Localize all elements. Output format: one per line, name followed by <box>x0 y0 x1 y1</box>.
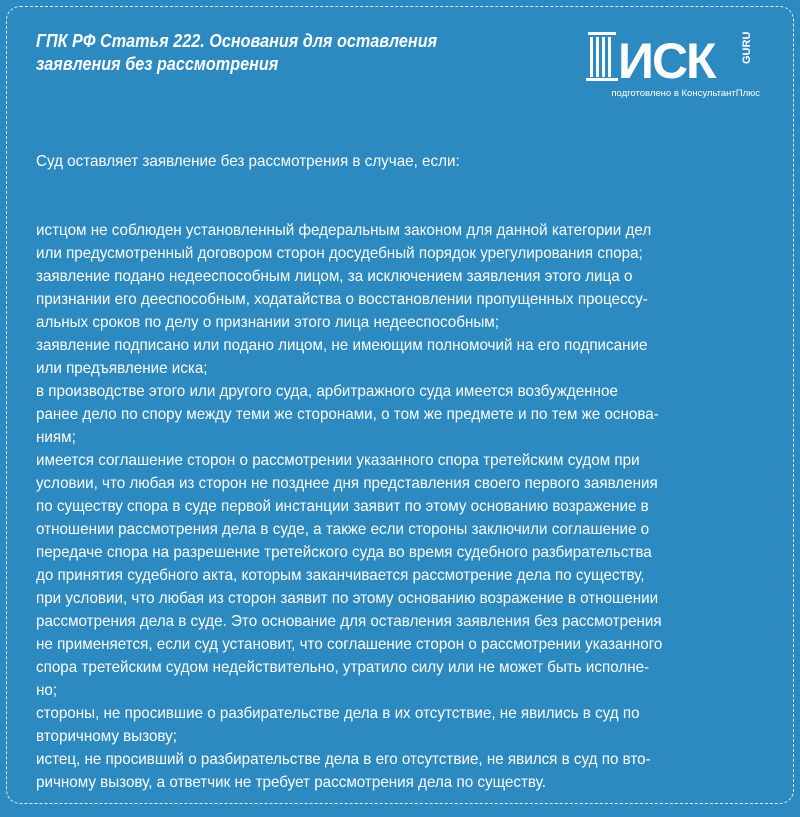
logo-sub: GURU <box>741 31 753 64</box>
article-body <box>36 127 771 817</box>
logo-caption: подготовлено в КонсультантПлюс <box>611 88 760 99</box>
logo <box>580 28 760 100</box>
logo-mark-icon <box>580 28 760 88</box>
article-intro: Суд оставляет заявление без рассмотрения в случае, если: <box>36 153 460 170</box>
article-text: истцом не соблюден установленный федеральным законом для данной категории дел или предусмотренный договором сторон досудебный порядок урегулирования спора; заявление подано недееспособным лицом, за исключением заявления этого лица о признании его дееспособным, ходатайства о восстановлении пропущенных процессу- альных сроков по делу о признании этого лица недееспособным; заявление подписано или подано лицом, не имеющим полномочий на его подписание или предъявление иска; в производстве этого или другого суда, арбитражного суда имеется возбужденное ранее дело по спору между теми же сторонами, о том же предмете и по тем же основа- ниям; имеется соглашение сторон о рассмотрении указанного спора третейским судом при условии, что любая из сторон не позднее дня представления своего первого заявления по существу спора в суде первой инстанции заявит по этому основанию возражение в отношении рассмотрения дела в суде, а также если стороны заключили соглашение о передаче спора на разрешение третейского суда во время судебного разбирательства до принятия судебного акта, которым заканчивается рассмотрение дела по существу, при условии, что любая из сторон заявит по этому основанию возражение в отношении рассмотрения дела в суде. Это основание для оставления заявления без рассмотрения не применяется, если суд установит, что соглашение сторон о рассмотрении указанного спора третейским судом недействительно, утратило силу или не может быть исполне- но; стороны, не просившие о разбирательстве дела в их отсутствие, не явились в суд по вторичному вызову; истец, не просивший о разбирательстве дела в его отсутствие, не явился в суд по вто- ричному вызову, а ответчик не требует рассмотрения дела по существу. <box>36 222 663 791</box>
page-title: ГПК РФ Статья 222. Основания для оставления заявления без рассмотрения <box>36 31 438 74</box>
logo-brand: ИСК <box>618 33 715 88</box>
